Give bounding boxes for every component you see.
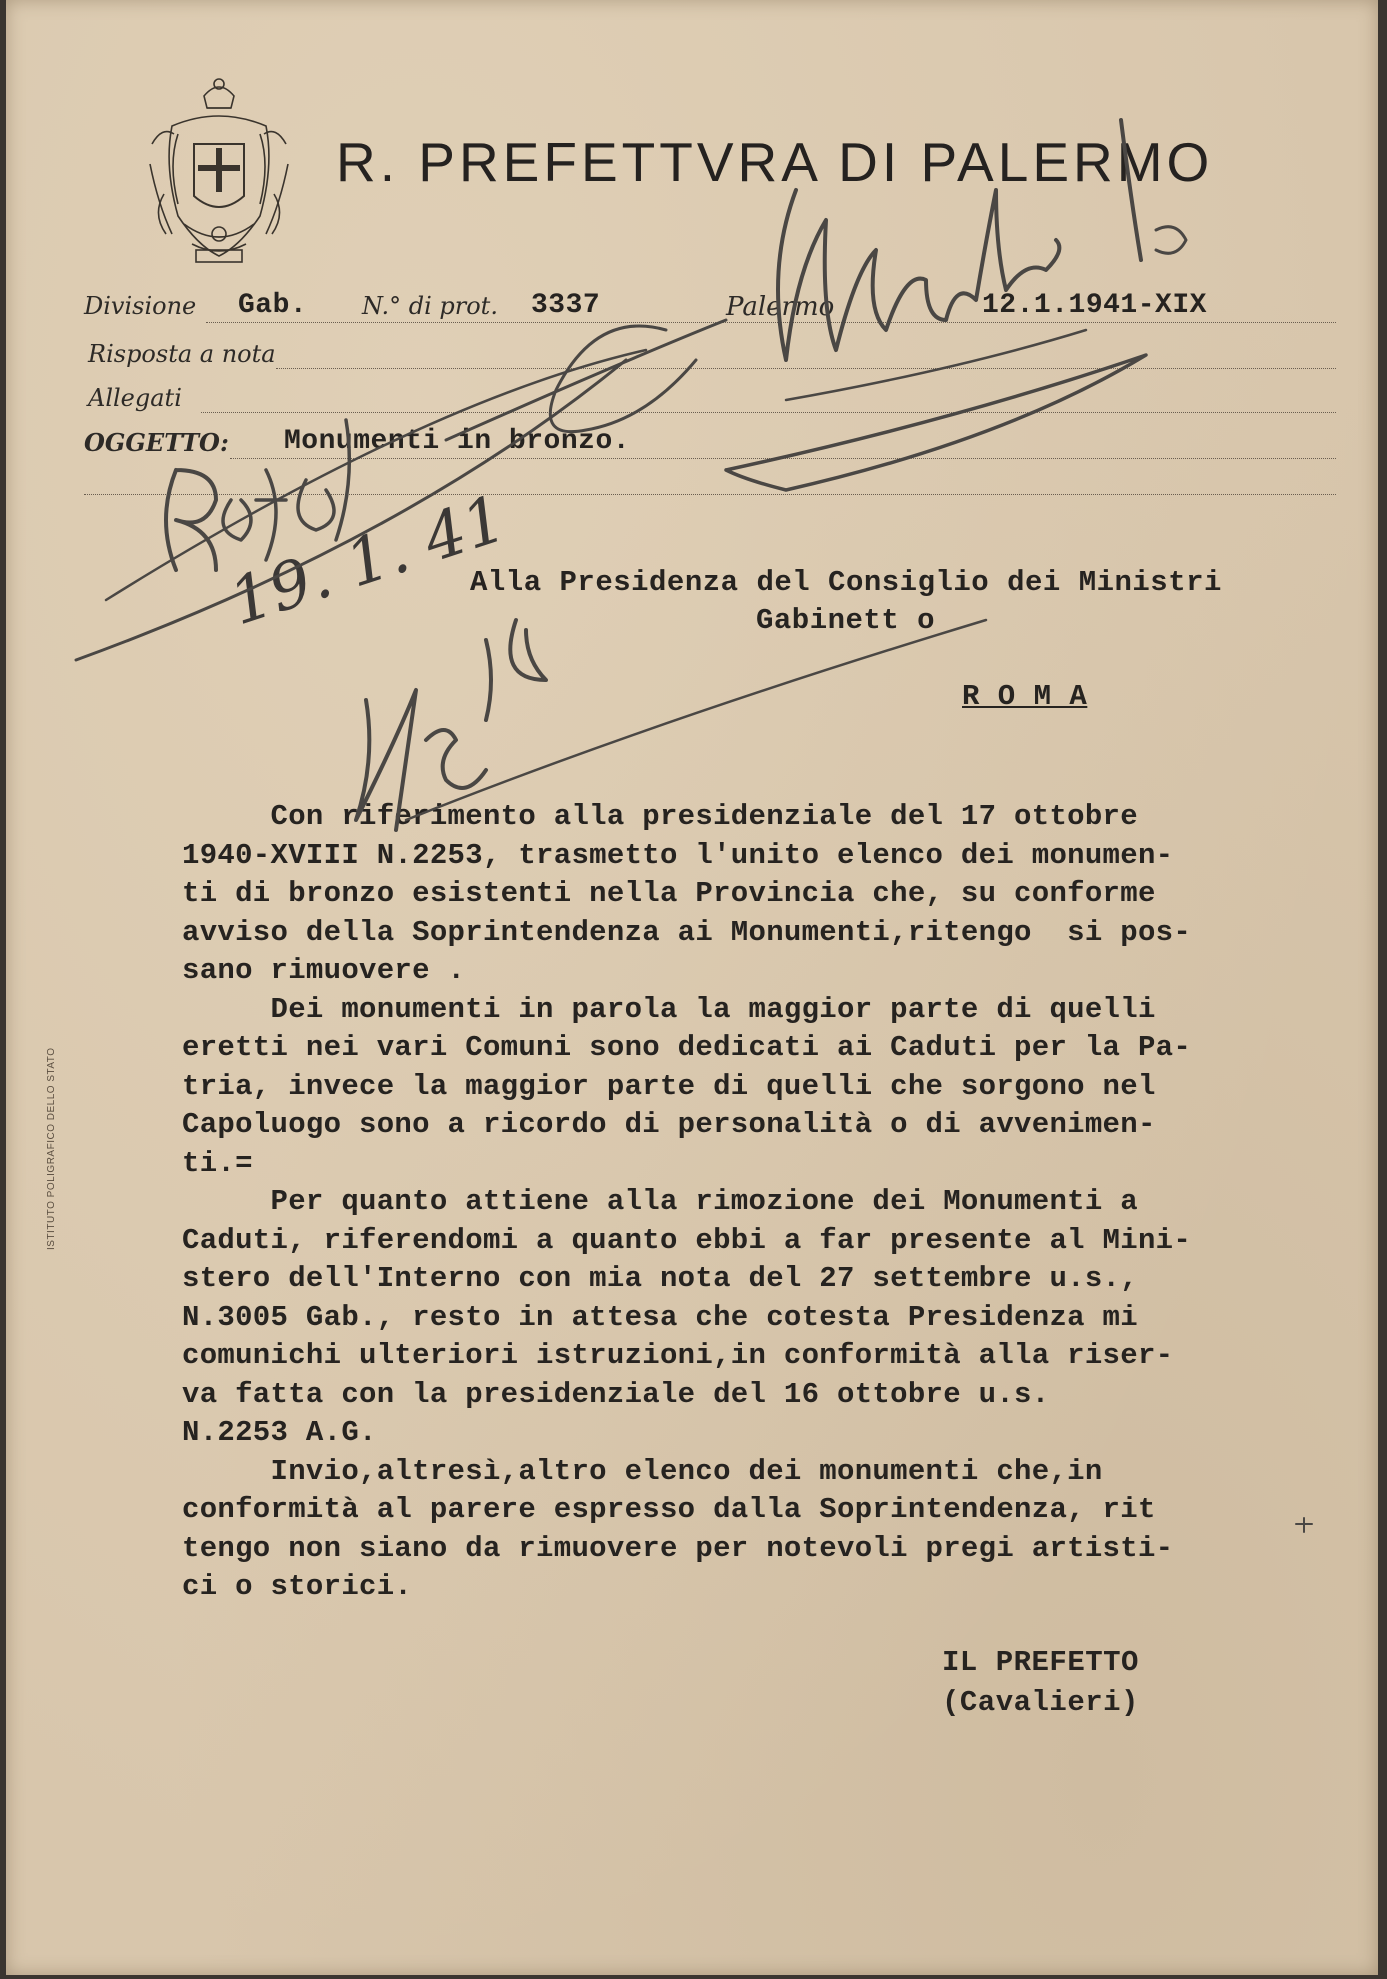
addressee-line-2: Gabinett o [756, 604, 936, 637]
body-line: Invio,altresì,altro elenco dei monumenti che,in [182, 1454, 1103, 1488]
addressee-city: R O M A [962, 680, 1088, 713]
body-line: ti.= [182, 1146, 253, 1180]
risposta-dotted-line [276, 368, 1336, 369]
prot-label: N.° di prot. [362, 292, 498, 320]
pencil-initials [356, 620, 546, 830]
body-line: Capoluogo sono a ricordo di personalità o di avvenimen- [182, 1108, 1156, 1141]
body-line: ti di bronzo esistenti nella Provincia che, su conforme [182, 877, 1156, 910]
pencil-diagonal-line-middle [406, 620, 986, 820]
divisione-value: Gab. [238, 290, 308, 321]
oggetto-second-dotted-line [84, 494, 1336, 495]
date-value: 12.1.1941-XIX [982, 290, 1207, 321]
body-line: Con riferimento alla presidenziale del 17 ottobre [182, 800, 1138, 833]
body-line: avviso della Soprintendenza ai Monumenti,ritengo si pos- [182, 915, 1192, 949]
body-line: va fatta con la presidenziale del 16 ottobre u.s. [182, 1377, 1050, 1411]
body-line: comunichi ulteriori istruzioni,in conformità alla riser- [182, 1339, 1174, 1372]
royal-crest-icon [144, 74, 294, 278]
body-line: Per quanto attiene alla rimozione dei Monumenti a [182, 1185, 1138, 1218]
oggetto-value: Monumenti in bronzo. [284, 426, 631, 457]
addressee-line-1: Alla Presidenza del Consiglio dei Ministri [470, 566, 1222, 599]
allegati-label: Allegati [88, 384, 182, 412]
body-line: N.3005 Gab., resto in attesa che cotesta Presidenza mi [182, 1300, 1138, 1334]
body-line: stero dell'Interno con mia nota del 27 settembre u.s., [182, 1262, 1138, 1295]
letterhead-title: R. PREFETTVRA DI PALERMO [336, 131, 1214, 193]
signature-title: IL PREFETTO [942, 1646, 1139, 1679]
signature-name: (Cavalieri) [942, 1686, 1139, 1719]
divisione-dotted-line [206, 322, 1336, 323]
body-line: N.2253 A.G. [182, 1416, 377, 1449]
document-sheet [6, 0, 1378, 1975]
body-line: 1940-XVIII N.2253, trasmetto l'unito elenco dei monumen- [182, 838, 1174, 872]
body-line: tria, invece la maggior parte di quelli che sorgono nel [182, 1069, 1156, 1103]
handwritten-date-note: 19. 1. 41 [221, 481, 515, 641]
oggetto-label: OGGETTO: [84, 428, 229, 457]
divisione-label: Divisione [84, 292, 197, 320]
body-line: ci o storici. [182, 1570, 413, 1603]
body-line: tengo non siano da rimuovere per notevoli pregi artisti- [182, 1531, 1174, 1565]
body-line: conformità al parere espresso dalla Soprintendenza, rit [182, 1493, 1156, 1526]
body-line: Dei monumenti in parola la maggior parte di quelli [182, 992, 1156, 1026]
prot-value: 3337 [531, 290, 601, 321]
oggetto-dotted-line [230, 458, 1336, 459]
allegati-dotted-line [201, 412, 1336, 413]
risposta-label: Risposta a nota [88, 340, 276, 368]
margin-printer-mark: ISTITUTO POLIGRAFICO DELLO STATO [46, 1047, 57, 1250]
body-line: Caduti, riferendomi a quanto ebbi a far presente al Mini- [182, 1223, 1192, 1257]
place-label: Palermo [726, 292, 835, 322]
pencil-signature-top [778, 190, 1059, 360]
body-line: eretti nei vari Comuni sono dedicati ai Caduti per la Pa- [182, 1031, 1192, 1064]
body-line: sano rimuovere . [182, 954, 466, 987]
